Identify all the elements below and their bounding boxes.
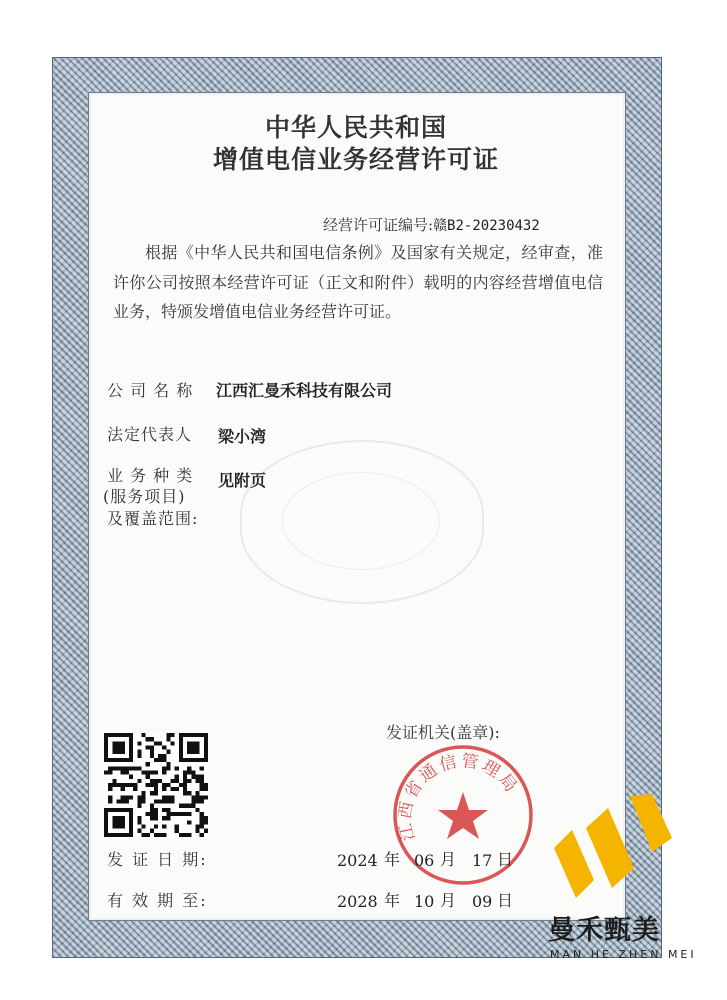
title-line-2: 增值电信业务经营许可证 bbox=[212, 145, 499, 174]
valid-year-char: 年 bbox=[384, 891, 401, 910]
issue-month: 06 bbox=[414, 851, 435, 870]
issue-date-label: 发 证 日 期: bbox=[107, 850, 208, 869]
star-icon bbox=[438, 792, 488, 839]
representative-label: 法定代表人 bbox=[107, 425, 193, 444]
company-name: 江西汇曼禾科技有限公司 bbox=[216, 381, 393, 400]
title-line-1: 中华人民共和国 bbox=[264, 113, 447, 142]
qr-code[interactable] bbox=[104, 733, 208, 837]
issue-day: 17 bbox=[472, 851, 493, 870]
seal-text: 江西省通信管理局 bbox=[395, 751, 523, 843]
brand-logo-icon bbox=[548, 790, 678, 902]
company-label: 公 司 名 称 bbox=[107, 381, 194, 400]
valid-day: 09 bbox=[472, 892, 493, 911]
business-type-label: 业 务 种 类 bbox=[107, 466, 194, 485]
valid-until-label: 有 效 期 至: bbox=[107, 891, 208, 910]
license-label: 经营许可证编号: bbox=[323, 216, 434, 234]
brand-name-english: MAN HE ZHEN MEI bbox=[550, 948, 697, 961]
issue-month-char: 月 bbox=[440, 850, 457, 869]
business-value: 见附页 bbox=[218, 471, 267, 490]
valid-year: 2028 bbox=[337, 892, 378, 911]
service-items-label: (服务项目) bbox=[103, 487, 186, 506]
issue-day-char: 日 bbox=[497, 850, 514, 869]
valid-month-char: 月 bbox=[440, 891, 457, 910]
official-seal bbox=[388, 740, 538, 890]
brand-name: 曼禾甄美 bbox=[548, 915, 660, 946]
license-number-row bbox=[323, 214, 540, 235]
coverage-label: 及覆盖范围: bbox=[107, 509, 199, 528]
issuing-authority-label: 发证机关(盖章): bbox=[386, 723, 500, 742]
valid-month: 10 bbox=[414, 892, 435, 911]
representative-name: 梁小湾 bbox=[218, 427, 267, 446]
issue-year: 2024 bbox=[337, 851, 378, 870]
license-number: 赣B2-20230432 bbox=[433, 218, 540, 234]
issue-year-char: 年 bbox=[384, 850, 401, 869]
valid-day-char: 日 bbox=[497, 891, 514, 910]
watermark-emblem bbox=[240, 440, 484, 604]
certificate-body-text: 根据《中华人民共和国电信条例》及国家有关规定，经审查，准许你公司按照本经营许可证（正文和附件）载明的内容经营增值电信业务，特颁发增值电信业务经营许可证。 bbox=[113, 243, 603, 321]
